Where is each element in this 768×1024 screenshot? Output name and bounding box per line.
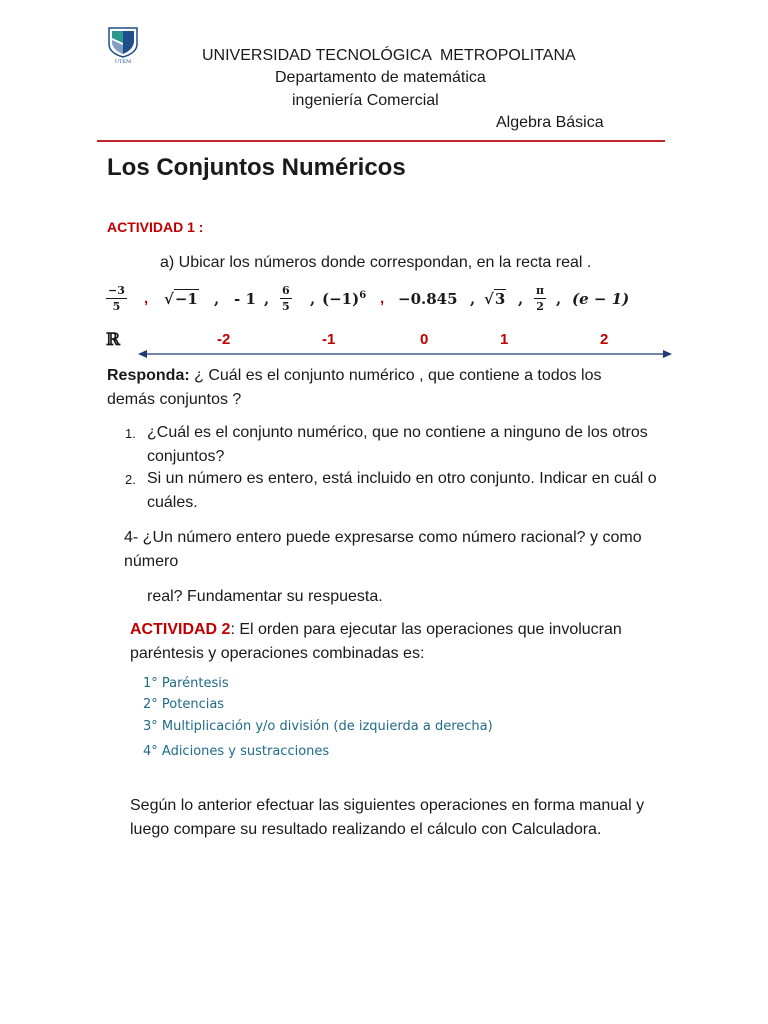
separator-comma: , [264,290,270,308]
number-line-label: 1 [500,331,509,348]
numbers-row [106,282,666,322]
number-line-label: 2 [600,331,609,348]
separator-comma: , [556,290,562,308]
activity1-label: ACTIVIDAD 1 : [107,219,204,235]
career-name: ingeniería Comercial [292,92,439,109]
department-name: Departamento de matemática [275,69,486,86]
step-item: 2° Potencias [143,697,225,712]
responda-question: Responda: ¿ Cuál es el conjunto numérico , que contiene a todos los demás conjuntos ? [107,367,602,408]
page-title: Los Conjuntos Numéricos [107,154,406,181]
subject-name: Algebra Básica [496,114,604,131]
separator-comma: , [518,290,524,308]
question-4-continuation: real? Fundamentar su respuesta. [147,588,383,605]
separator-comma: , [470,290,476,308]
power-neg1-6: $(-1)^6$ [322,290,367,308]
list-item: ¿Cuál es el conjunto numérico, que no contiene a ninguno de los otros conjuntos? [147,424,648,465]
question-4: 4- ¿Un número entero puede expresarse como número racional? y como número [124,529,642,570]
number-line-label: -2 [217,331,231,348]
number-line-arrow [138,346,672,362]
list-number: 2. [125,472,136,487]
closing-instructions: Según lo anterior efectuar las siguientes operaciones en forma manual y luego compare su resultado realizando el cálculo con Calculadora. [130,797,645,838]
utem-logo [106,26,140,64]
step-item: 3° Multiplicación y/o división (de izquierda a derecha) [143,719,493,734]
decimal-neg0845: −0.845 [398,290,458,308]
separator-comma: , [380,290,385,307]
step-item: 1° Paréntesis [143,676,229,691]
activity1-item-a: a) Ubicar los números donde correspondan, en la recta real . [160,254,592,271]
logo-text: UTEM [114,59,132,64]
e-minus-1: (e − 1) [572,290,630,308]
sqrt-neg1: √−1 [164,290,198,308]
separator-comma: , [310,290,316,308]
sqrt-3: √3 [484,290,506,308]
number-line-label: -1 [322,331,336,348]
number-line-label: 0 [420,331,429,348]
step-item: 4° Adiciones y sustracciones [143,744,330,759]
fraction-neg3-5: $\frac{-3}{5}$ [108,284,125,313]
separator-comma: , [214,290,220,308]
separator-comma: , [144,290,149,307]
university-name: UNIVERSIDAD TECNOLÓGICA METROPOLITANA [202,47,576,64]
fraction-pi-2: $\frac{\pi}{2}$ [536,284,545,313]
header-divider [97,140,665,142]
real-numbers-symbol: ℝ [106,330,121,350]
neg1: - 1 [234,290,256,308]
activity2-intro: ACTIVIDAD 2: El orden para ejecutar las operaciones que involucran paréntesis y operaciones combinadas es: [130,621,622,662]
fraction-6-5: $\frac{6}{5}$ [282,284,290,313]
list-number: 1. [125,426,136,441]
list-item: Si un número es entero, está incluido en otro conjunto. Indicar en cuál o cuáles. [147,470,657,511]
